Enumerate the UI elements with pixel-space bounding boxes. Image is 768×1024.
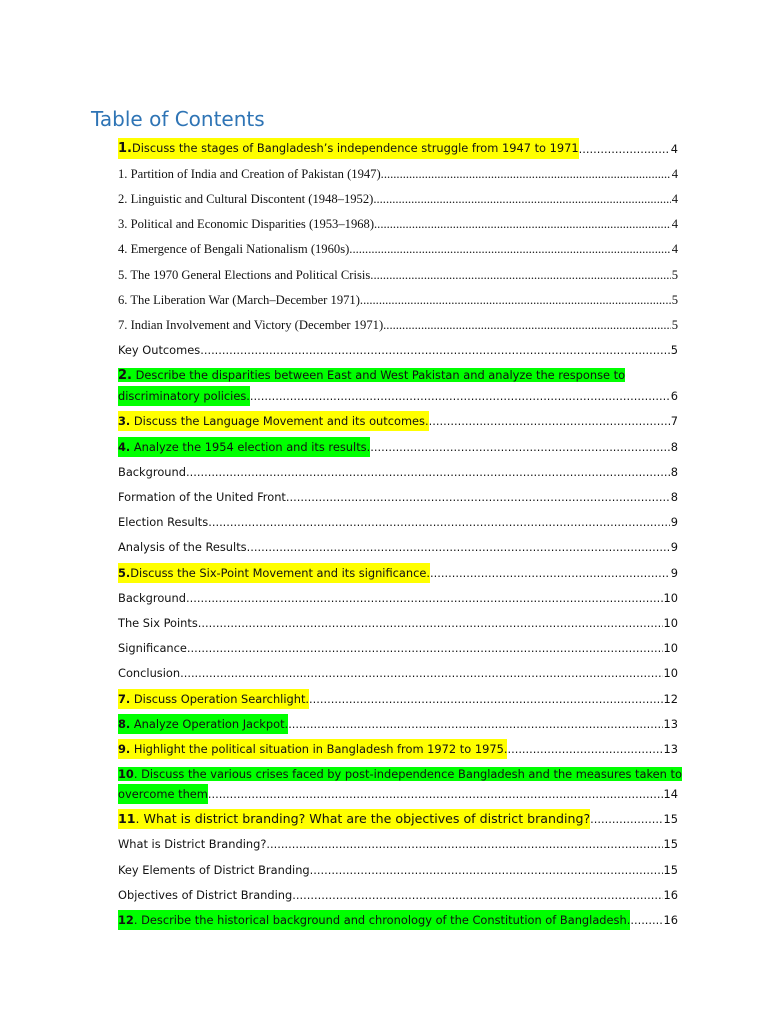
toc-entry-q10[interactable] — [118, 762, 682, 807]
toc-entry-q5[interactable] — [118, 560, 678, 585]
toc-entry-key-elements[interactable] — [118, 857, 678, 882]
toc-page-number: 5 — [670, 343, 678, 358]
toc-page-number: 8 — [670, 439, 678, 454]
toc-entry-nationalism[interactable] — [118, 237, 678, 262]
toc-page-number: 5 — [671, 317, 678, 332]
toc-page-number: 4 — [670, 141, 678, 156]
toc-entry-text: Key Outcomes — [118, 343, 201, 358]
toc-entry-background[interactable] — [118, 459, 678, 484]
toc-entry-text: 6. The Liberation War (March–December 1971) — [118, 292, 360, 307]
toc-entry-text: 8. Analyze Operation Jackpot. — [118, 714, 288, 734]
toc-entry-election-results[interactable] — [118, 510, 678, 535]
toc-entry-text: Background — [118, 464, 186, 479]
toc-page-number: 4 — [671, 217, 678, 232]
toc-entry-united-front[interactable] — [118, 484, 678, 509]
toc-page-number: 9 — [670, 540, 678, 555]
toc-entry-six-points[interactable] — [118, 610, 678, 635]
toc-entry-text: Objectives of District Branding — [118, 887, 293, 902]
toc-entry-text: 2. Linguistic and Cultural Discontent (1948–1952) — [118, 191, 374, 206]
toc-page-number: 10 — [663, 641, 678, 656]
toc-entry-significance[interactable] — [118, 636, 678, 661]
toc-page-number: 6 — [670, 389, 678, 404]
toc-entry-text: 11. What is district branding? What are the objectives of district branding? — [118, 809, 590, 829]
toc-page-number: 12 — [663, 691, 678, 706]
toc-page-number: 14 — [663, 787, 678, 802]
toc-entry-text: 3. Political and Economic Disparities (1953–1968) — [118, 217, 375, 232]
toc-entry-text: What is District Branding? — [118, 837, 267, 852]
toc-entry-disparities[interactable] — [118, 212, 678, 237]
toc-entry-partition[interactable] — [118, 161, 678, 186]
toc-entry-text: 4. Emergence of Bengali Nationalism (1960s) — [118, 242, 350, 257]
toc-page-number: 5 — [671, 267, 678, 282]
toc-entry-q1[interactable] — [118, 135, 678, 161]
toc-page-number: 7 — [670, 414, 678, 429]
toc-entry-text: 9. Highlight the political situation in Bangladesh from 1972 to 1975. — [118, 739, 507, 759]
toc-entry-text-continued: discriminatory policies. — [118, 386, 250, 406]
toc-heading: Table of Contents — [91, 107, 265, 131]
toc-entry-q4[interactable] — [118, 434, 678, 459]
toc-page-number: 4 — [671, 166, 678, 181]
toc-entry-text: Significance — [118, 641, 187, 656]
toc-entry-text: Election Results — [118, 515, 209, 530]
toc-entry-text: The Six Points — [118, 615, 198, 630]
toc-list — [118, 135, 682, 933]
toc-entry-q8[interactable] — [118, 711, 678, 736]
toc-entry-linguistic[interactable] — [118, 186, 678, 211]
toc-entry-background-2[interactable] — [118, 585, 678, 610]
toc-entry-text: 3. Discuss the Language Movement and its outcomes. — [118, 411, 429, 431]
toc-entry-text: 7. Indian Involvement and Victory (December 1971) — [118, 317, 384, 332]
toc-page-number: 8 — [670, 464, 678, 479]
toc-page-number: 10 — [663, 666, 678, 681]
toc-entry-text: Background — [118, 590, 186, 605]
toc-entry-text: Conclusion — [118, 666, 181, 681]
toc-entry-liberation-war[interactable] — [118, 287, 678, 312]
toc-page-number: 15 — [663, 837, 678, 852]
toc-entry-q9[interactable] — [118, 736, 678, 761]
toc-page-number: 4 — [671, 242, 678, 257]
toc-page-number: 10 — [663, 590, 678, 605]
toc-page-number: 4 — [671, 191, 678, 206]
toc-page-number: 8 — [670, 490, 678, 505]
toc-page-number: 13 — [663, 716, 678, 731]
toc-entry-text: 5.Discuss the Six-Point Movement and its significance. — [118, 563, 430, 583]
toc-entry-indian-involvement[interactable] — [118, 312, 678, 337]
toc-page-number: 15 — [663, 862, 678, 877]
toc-entry-text: 1.Discuss the stages of Bangladesh’s independence struggle from 1947 to 1971 — [118, 138, 579, 159]
toc-page-number: 16 — [663, 913, 678, 928]
toc-page-number: 5 — [671, 292, 678, 307]
toc-entry-text: 12. Describe the historical background and chronology of the Constitution of Bangladesh. — [118, 910, 630, 930]
toc-entry-text: 4. Analyze the 1954 election and its results. — [118, 437, 370, 457]
toc-page-number: 15 — [663, 812, 678, 827]
toc-entry-what-is-district-branding[interactable] — [118, 832, 678, 857]
toc-entry-text: 10. Discuss the various crises faced by post-independence Bangladesh and the measures taken to — [118, 767, 682, 782]
toc-page-number: 9 — [670, 565, 678, 580]
toc-entry-text: 1. Partition of India and Creation of Pakistan (1947) — [118, 166, 381, 181]
toc-entry-objectives[interactable] — [118, 882, 678, 907]
toc-entry-q12[interactable] — [118, 907, 678, 932]
toc-entry-text: 7. Discuss Operation Searchlight. — [118, 689, 309, 709]
toc-entry-analysis-results[interactable] — [118, 535, 678, 560]
toc-entry-text: 2. Describe the disparities between East and West Pakistan and analyze the response to — [118, 368, 626, 384]
toc-entry-q3[interactable] — [118, 409, 678, 434]
toc-page-number: 10 — [663, 615, 678, 630]
toc-entry-q7[interactable] — [118, 686, 678, 711]
toc-entry-key-outcomes[interactable] — [118, 338, 678, 363]
toc-entry-text: Key Elements of District Branding — [118, 862, 310, 877]
toc-entry-text: 5. The 1970 General Elections and Political Crisis — [118, 267, 371, 282]
toc-entry-1970-elections[interactable] — [118, 262, 678, 287]
toc-entry-text: Analysis of the Results — [118, 540, 247, 555]
toc-page-number: 13 — [663, 741, 678, 756]
toc-entry-conclusion[interactable] — [118, 661, 678, 686]
toc-entry-q11[interactable] — [118, 807, 678, 832]
toc-entry-text: Formation of the United Front — [118, 490, 286, 505]
toc-entry-q2[interactable] — [118, 363, 678, 409]
toc-entry-text-continued: overcome them — [118, 784, 208, 804]
toc-page-number: 16 — [663, 887, 678, 902]
toc-page-number: 9 — [670, 515, 678, 530]
